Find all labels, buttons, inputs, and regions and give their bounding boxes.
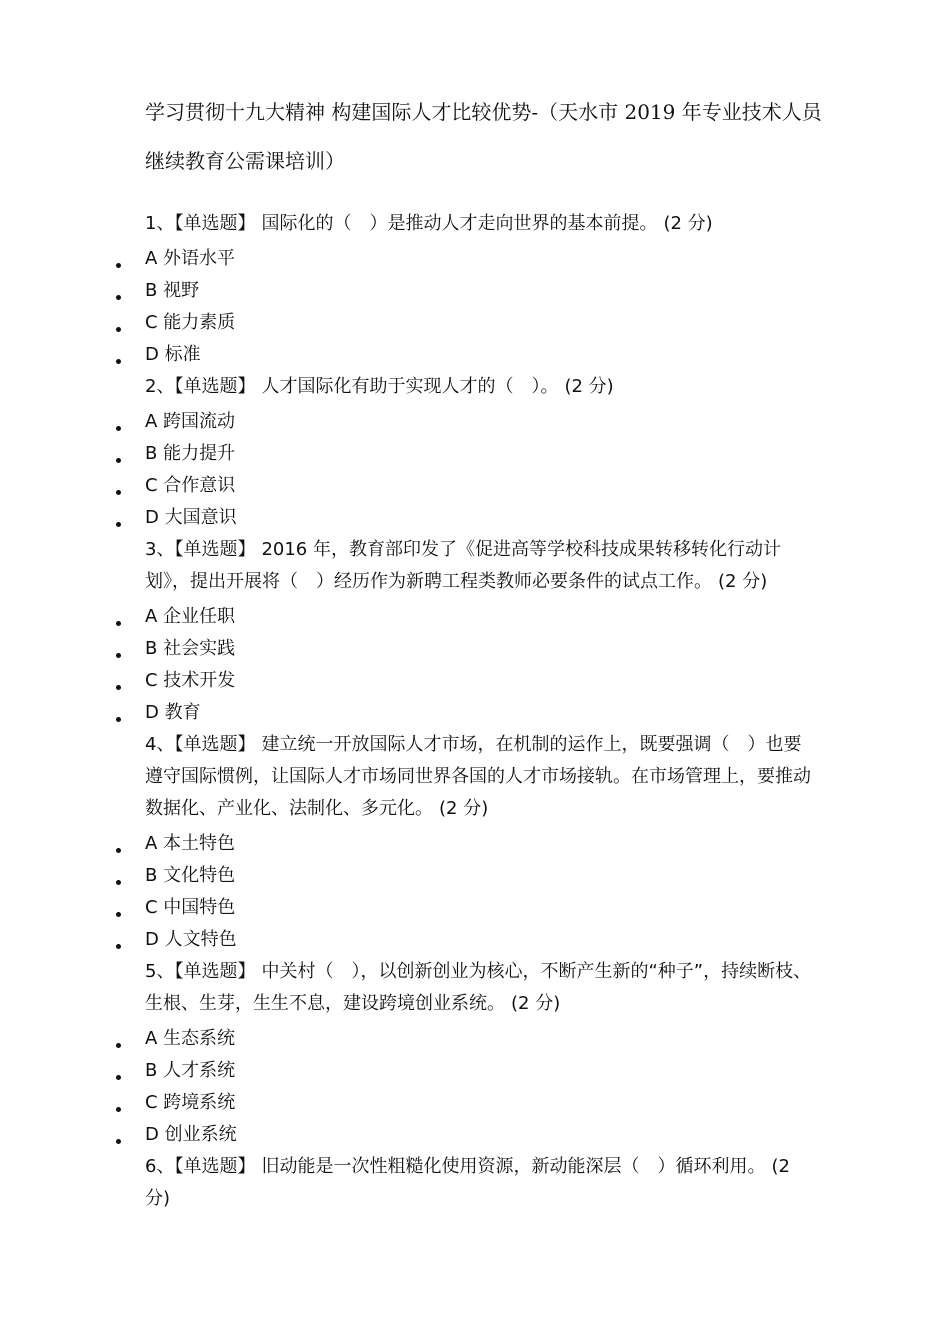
question-block: [0, 1151, 950, 1215]
question-number: 1、: [145, 213, 175, 234]
option-item: C 跨境系统: [145, 1087, 950, 1119]
question-score: (2 分): [663, 213, 713, 234]
document-title: 学习贯彻十九大精神 构建国际人才比较优势-（天水市 2019 年专业技术人员继续教育公需课培训）: [145, 100, 822, 173]
question-stem: [145, 371, 817, 403]
question-text: 国际化的（ ）是推动人才走向世界的基本前提。: [261, 213, 658, 234]
option-item: B 视野: [145, 275, 950, 307]
option-item: B 人才系统: [145, 1055, 950, 1087]
question-block: [0, 208, 950, 371]
question-number: 6、: [145, 1156, 175, 1177]
option-item: D 创业系统: [145, 1119, 950, 1151]
option-item: A 生态系统: [145, 1023, 950, 1055]
question-score: (2 分): [718, 571, 768, 592]
option-item: D 大国意识: [145, 502, 950, 534]
option-list: [0, 828, 950, 956]
question-block: [0, 956, 950, 1151]
option-item: B 文化特色: [145, 860, 950, 892]
option-item: A 本土特色: [145, 828, 950, 860]
question-block: [0, 371, 950, 534]
question-score: (2 分): [511, 993, 561, 1014]
option-list: [0, 406, 950, 534]
option-item: D 教育: [145, 697, 950, 729]
option-list: [0, 601, 950, 729]
question-type: 【单选题】: [174, 376, 256, 397]
option-item: D 人文特色: [145, 924, 950, 956]
option-item: A 企业任职: [145, 601, 950, 633]
question-number: 4、: [145, 734, 175, 755]
option-item: D 标准: [145, 339, 950, 371]
question-number: 2、: [145, 376, 175, 397]
question-stem: [145, 729, 817, 825]
option-item: C 中国特色: [145, 892, 950, 924]
question-list: [0, 208, 950, 1215]
option-item: B 社会实践: [145, 633, 950, 665]
question-number: 3、: [145, 539, 175, 560]
question-type: 【单选题】: [174, 539, 256, 560]
question-stem: [145, 208, 817, 240]
question-score: (2 分): [439, 798, 489, 819]
question-block: [0, 534, 950, 729]
question-text: 人才国际化有助于实现人才的（ ）。: [261, 376, 559, 397]
question-stem: [145, 534, 817, 598]
option-item: A 外语水平: [145, 243, 950, 275]
option-item: B 能力提升: [145, 438, 950, 470]
question-score: (2 分): [145, 1156, 790, 1209]
question-text: 建立统一开放国际人才市场，在机制的运作上，既要强调（ ）也要遵守国际惯例，让国际人才市场同世界各国的人才市场接轨。在市场管理上，要推动数据化、产业化、法制化、多元化。: [145, 734, 811, 819]
option-item: A 跨国流动: [145, 406, 950, 438]
question-stem: [145, 1151, 817, 1215]
question-type: 【单选题】: [174, 213, 256, 234]
question-text: 中关村（ ），以创新创业为核心，不断产生新的“种子”，持续断枝、生根、生芽，生生不息，建设跨境创业系统。: [145, 961, 812, 1014]
question-score: (2 分): [564, 376, 614, 397]
question-type: 【单选题】: [174, 961, 256, 982]
option-item: C 技术开发: [145, 665, 950, 697]
question-block: [0, 729, 950, 956]
question-type: 【单选题】: [174, 734, 256, 755]
option-item: C 合作意识: [145, 470, 950, 502]
question-stem: [145, 956, 817, 1020]
question-text: 旧动能是一次性粗糙化使用资源，新动能深层（ ）循环利用。: [261, 1156, 766, 1177]
question-number: 5、: [145, 961, 175, 982]
question-text: 2016 年，教育部印发了《促进高等学校科技成果转移转化行动计划》，提出开展将（ ）经历作为新聘工程类教师必要条件的试点工作。: [145, 539, 781, 592]
option-list: [0, 1023, 950, 1151]
option-list: [0, 243, 950, 371]
question-type: 【单选题】: [174, 1156, 256, 1177]
option-item: C 能力素质: [145, 307, 950, 339]
